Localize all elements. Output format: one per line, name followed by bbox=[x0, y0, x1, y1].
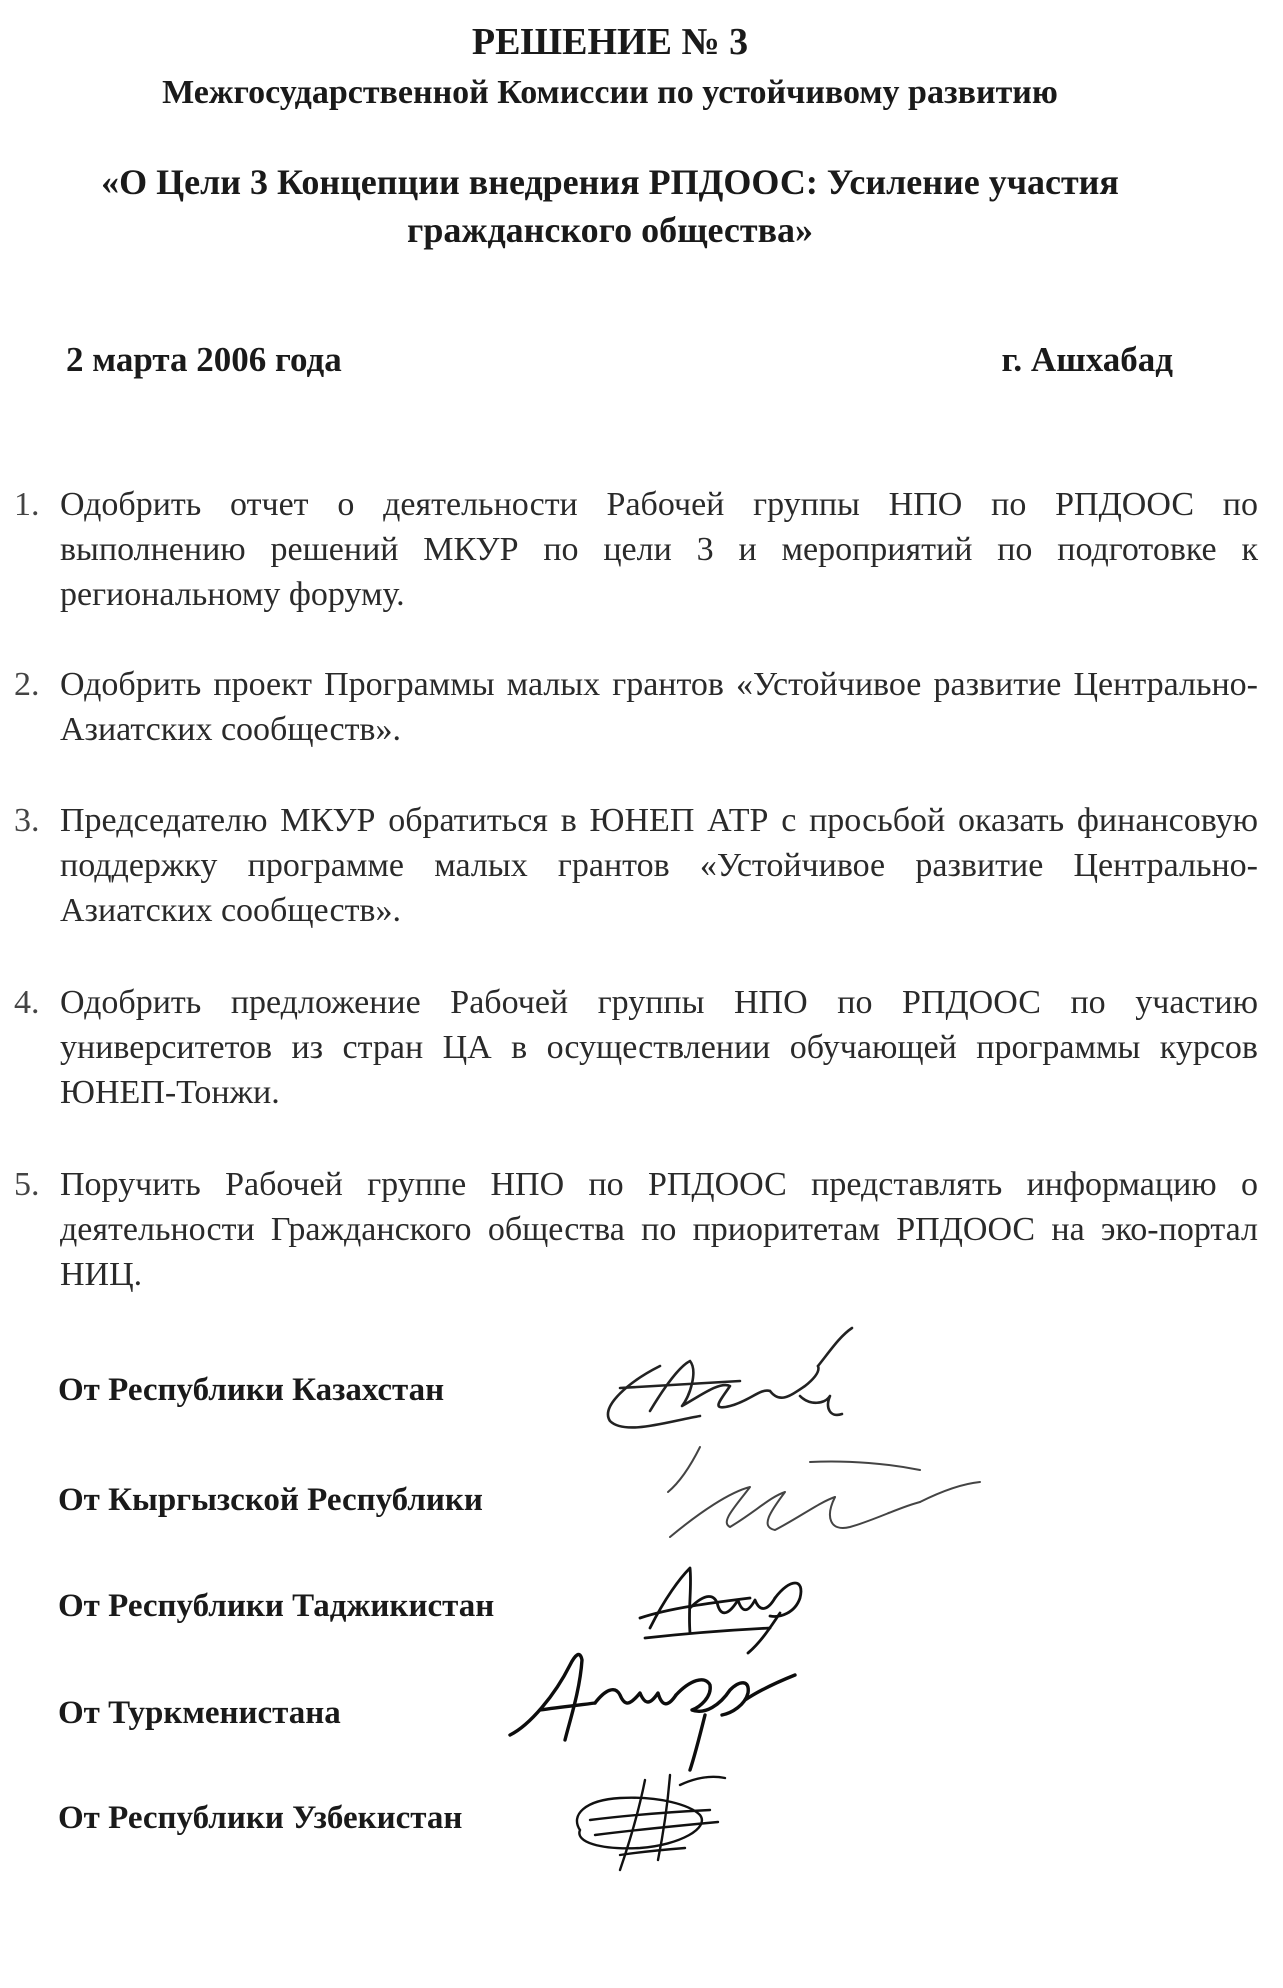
handwritten-signature bbox=[590, 1326, 890, 1446]
signatory-label: От Туркменистана bbox=[58, 1695, 341, 1731]
signature-row-uzbekistan bbox=[0, 1770, 1283, 1870]
item-text: Одобрить предложение Рабочей группы НПО по РПДООС по участию университетов из стран ЦА в осуществлении обучающей программы курсов ЮНЕП-Тонжи. bbox=[60, 984, 1258, 1111]
handwritten-signature bbox=[660, 1442, 1000, 1552]
item-text: Поручить Рабочей группе НПО по РПДООС представлять информацию о деятельности Гражданского общества по приоритетам РПДООС на эко-портал НИЦ. bbox=[60, 1166, 1258, 1293]
document-subtitle: Межгосударственной Комиссии по устойчивому развитию bbox=[162, 74, 1058, 111]
handwritten-signature bbox=[560, 1760, 740, 1880]
signatory-label: От Республики Казахстан bbox=[58, 1372, 445, 1408]
item-number: 5. bbox=[14, 1166, 40, 1203]
item-text: Одобрить проект Программы малых грантов «Устойчивое развитие Центрально-Азиатских сообществ». bbox=[60, 666, 1258, 748]
signatory-label: От Кыргызской Республики bbox=[58, 1482, 483, 1518]
signature-row-kazakhstan bbox=[0, 1340, 1283, 1440]
document-topic: «О Цели 3 Концепции внедрения РПДООС: Усиление участия гражданского общества» bbox=[101, 162, 1119, 250]
signature-row-kyrgyzstan bbox=[0, 1452, 1283, 1552]
item-number: 2. bbox=[14, 666, 40, 703]
item-text: Одобрить отчет о деятельности Рабочей группы НПО по РПДООС по выполнению решений МКУР по цели 3 и мероприятий по подготовке к региональному форуму. bbox=[60, 486, 1258, 613]
document-date: 2 марта 2006 года bbox=[66, 340, 342, 379]
item-number: 4. bbox=[14, 984, 40, 1021]
document-place: г. Ашхабад bbox=[1001, 340, 1173, 379]
item-text: Председателю МКУР обратиться в ЮНЕП АТР с просьбой оказать финансовую поддержку программе малых грантов «Устойчивое развитие Центрально-Азиатских сообществ». bbox=[60, 802, 1258, 929]
signature-row-turkmenistan bbox=[0, 1665, 1283, 1765]
document-title: РЕШЕНИЕ № 3 bbox=[471, 21, 749, 63]
signatory-label: От Республики Таджикистан bbox=[58, 1588, 495, 1624]
signatory-label: От Республики Узбекистан bbox=[58, 1800, 463, 1836]
handwritten-signature bbox=[500, 1635, 820, 1775]
item-number: 1. bbox=[14, 486, 40, 523]
item-number: 3. bbox=[14, 802, 40, 839]
